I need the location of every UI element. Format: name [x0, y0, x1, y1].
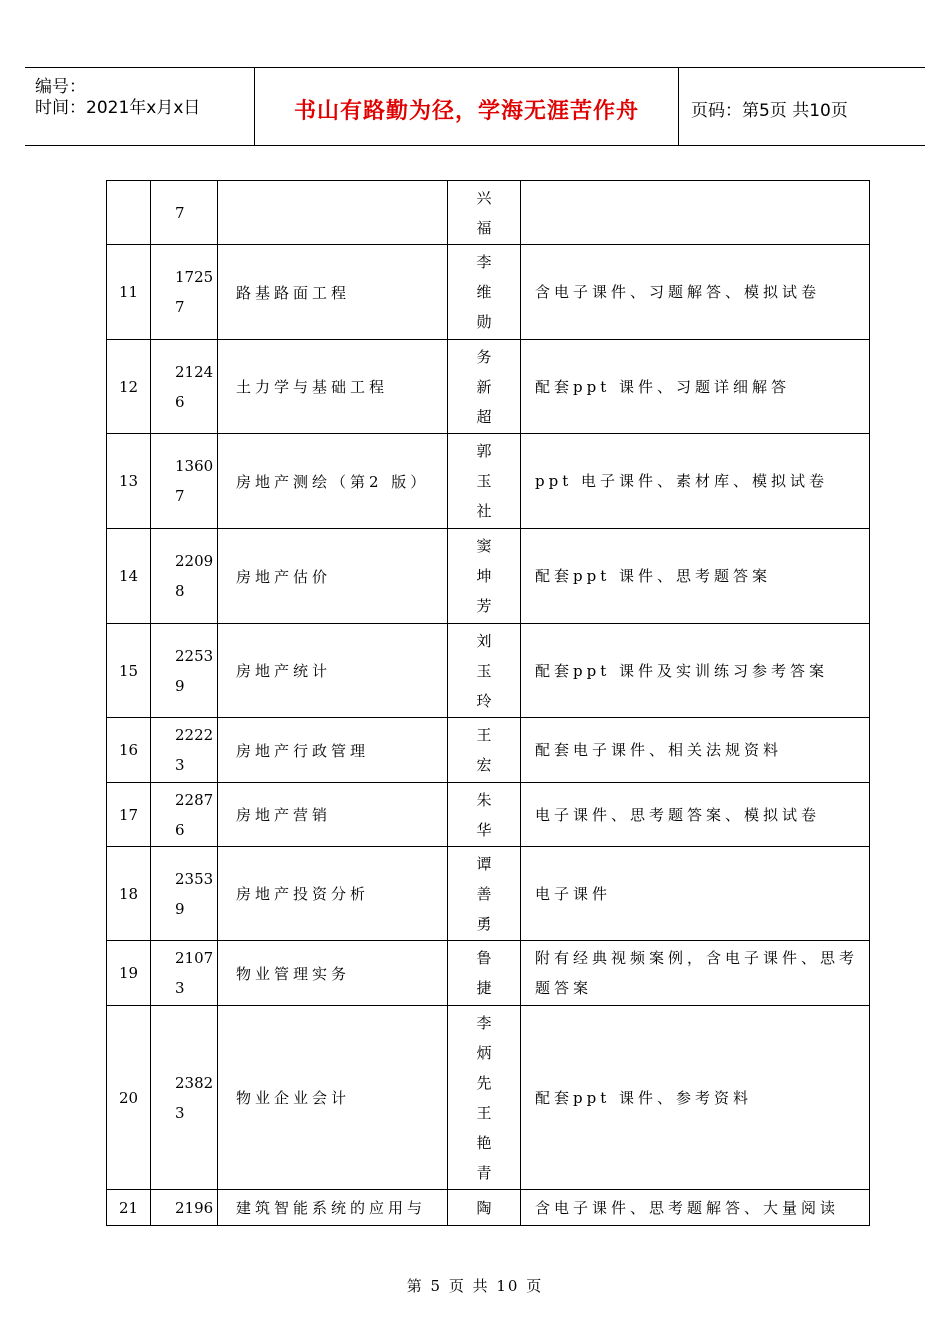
book-code: 2287 6: [151, 783, 218, 847]
book-title: 房地产行政管理: [218, 718, 448, 783]
slogan: 书山有路勤为径，学海无涯苦作舟: [293, 99, 639, 124]
book-resources: 配套ppt 课件、参考资料: [521, 1006, 870, 1190]
row-number: [107, 181, 151, 245]
row-number: 11: [107, 245, 151, 340]
table-row: [107, 529, 870, 624]
book-resources: 配套ppt 课件、习题详细解答: [521, 340, 870, 434]
book-resources: 配套ppt 课件、思考题答案: [521, 529, 870, 624]
table-row: [107, 245, 870, 340]
table-row: [107, 434, 870, 529]
table-row: [107, 340, 870, 434]
book-code: 1725 7: [151, 245, 218, 340]
textbook-table: [106, 180, 870, 1226]
book-title: 房地产投资分析: [218, 847, 448, 941]
book-author: 务 新 超: [448, 340, 521, 434]
row-number: 19: [107, 941, 151, 1006]
book-author: 鲁 捷: [448, 941, 521, 1006]
book-author: 朱 华: [448, 783, 521, 847]
table-row: [107, 624, 870, 718]
book-code: 2222 3: [151, 718, 218, 783]
book-code: 2209 8: [151, 529, 218, 624]
book-author: 郭 玉 社: [448, 434, 521, 529]
table-row: [107, 1006, 870, 1190]
time-label: 时间：2021年x月x日: [35, 98, 201, 118]
page-header: [25, 67, 925, 146]
book-code: 2124 6: [151, 340, 218, 434]
table-row: [107, 181, 870, 245]
book-title: 物业管理实务: [218, 941, 448, 1006]
table-body: [107, 181, 870, 1226]
book-title: 物业企业会计: [218, 1006, 448, 1190]
book-code: 1360 7: [151, 434, 218, 529]
book-code: 2353 9: [151, 847, 218, 941]
book-code: 2196: [151, 1190, 218, 1226]
row-number: 15: [107, 624, 151, 718]
book-title: 建筑智能系统的应用与: [218, 1190, 448, 1226]
book-resources: 含电子课件、思考题解答、大量阅读: [521, 1190, 870, 1226]
book-resources: 电子课件、思考题答案、模拟试卷: [521, 783, 870, 847]
book-author: 陶: [448, 1190, 521, 1226]
book-resources: ppt 电子课件、素材库、模拟试卷: [521, 434, 870, 529]
table-row: [107, 847, 870, 941]
table-row: [107, 1190, 870, 1226]
book-title: 房地产估价: [218, 529, 448, 624]
row-number: 14: [107, 529, 151, 624]
row-number: 21: [107, 1190, 151, 1226]
book-title: 土力学与基础工程: [218, 340, 448, 434]
page-info: 页码：第5页 共10页: [691, 101, 848, 121]
number-label: 编号：: [35, 77, 86, 97]
book-resources: 电子课件: [521, 847, 870, 941]
book-author: 兴 福: [448, 181, 521, 245]
book-resources: 附有经典视频案例，含电子课件、思考题答案: [521, 941, 870, 1006]
table-row: [107, 718, 870, 783]
book-author: 刘 玉 玲: [448, 624, 521, 718]
book-title: 房地产测绘（第2 版）: [218, 434, 448, 529]
book-author: 王 宏: [448, 718, 521, 783]
book-resources: [521, 181, 870, 245]
book-title: 房地产营销: [218, 783, 448, 847]
book-title: 路基路面工程: [218, 245, 448, 340]
row-number: 13: [107, 434, 151, 529]
book-resources: 配套电子课件、相关法规资料: [521, 718, 870, 783]
row-number: 16: [107, 718, 151, 783]
book-resources: 含电子课件、习题解答、模拟试卷: [521, 245, 870, 340]
book-resources: 配套ppt 课件及实训练习参考答案: [521, 624, 870, 718]
row-number: 20: [107, 1006, 151, 1190]
book-author: 谭 善 勇: [448, 847, 521, 941]
book-title: [218, 181, 448, 245]
book-code: 7: [151, 181, 218, 245]
header-meta: [25, 68, 255, 145]
book-author: 李 炳 先 王 艳 青: [448, 1006, 521, 1190]
row-number: 12: [107, 340, 151, 434]
row-number: 18: [107, 847, 151, 941]
header-slogan-cell: [255, 68, 679, 145]
page-footer: 第 5 页 共 10 页: [406, 1277, 544, 1295]
book-author: 窦 坤 芳: [448, 529, 521, 624]
book-code: 2107 3: [151, 941, 218, 1006]
book-code: 2253 9: [151, 624, 218, 718]
book-title: 房地产统计: [218, 624, 448, 718]
row-number: 17: [107, 783, 151, 847]
book-code: 2382 3: [151, 1006, 218, 1190]
header-page-cell: [679, 68, 925, 145]
table-row: [107, 941, 870, 1006]
table-row: [107, 783, 870, 847]
book-author: 李 维 勋: [448, 245, 521, 340]
